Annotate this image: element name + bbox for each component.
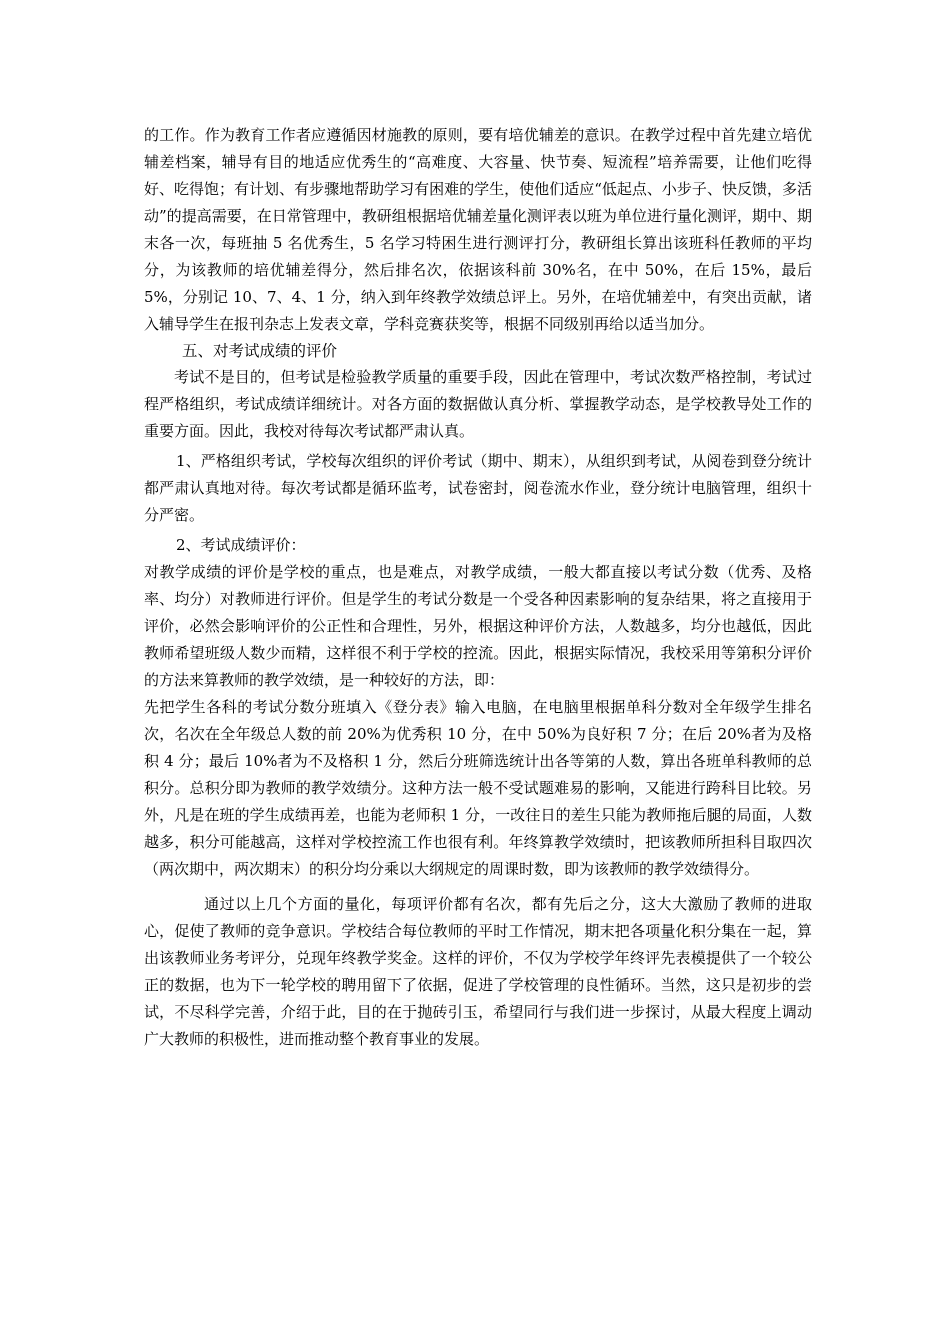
paragraph-scoring-process: 先把学生各科的考试分数分班填入《登分表》输入电脑，在电脑里根据单科分数对全年级学生排名次，名次在全年级总人数的前 20%为优秀积 10 分，在中 50%为良好积 7 分；在后 20%者为及格积 4 分；最后 10%者为不及格积 1 分，然后分班筛选统计出各等第的人数，算出各班单科教师的总积分。总积分即为教师的教学效绩分。这种方法一般不受试题难易的影响，又能进行跨科目比较。另外，凡是在班的学生成绩再差，也能为老师积 1 分，一改往日的差生只能为教师拖后腿的局面，人数越多，积分可能越高，这样对学校控流工作也很有利。年终算教学效绩时，把该教师所担科目取四次（两次期中，两次期末）的积分均分乘以大纲规定的周课时数，即为该教师的教学效绩得分。 (144, 698, 812, 878)
paragraph-exam-purpose: 考试不是目的，但考试是检验教学质量的重要手段，因此在管理中，考试次数严格控制，考试过程严格组织，考试成绩详细统计。对各方面的数据做认真分析、掌握教学动态，是学校教导处工作的重要方面。因此，我校对待每次考试都严肃认真。 (144, 368, 812, 440)
paragraph-training: 的工作。作为教育工作者应遵循因材施教的原则，要有培优辅差的意识。在教学过程中首先建立培优辅差档案，辅导有目的地适应优秀生的“高难度、大容量、快节奏、短流程”培养需要，让他们吃得好、吃得饱；有计划、有步骤地帮助学习有困难的学生，使他们适应“低起点、小步子、快反馈，多活动”的提高需要，在日常管理中，教研组根据培优辅差量化测评表以班为单位进行量化测评，期中、期末各一次，每班抽 5 名优秀生，5 名学习特困生进行测评打分，教研组长算出该班科任教师的平均分，为该教师的培优辅差得分，然后排名次，依据该科前 30%名，在中 50%，在后 15%，最后 5%，分别记 10、7、4、1 分，纳入到年终教学效绩总评上。另外，在培优辅差中，有突出贡献，诸入辅导学生在报刊杂志上发表文章，学科竞赛获奖等，根据不同级别再给以适当加分。 (144, 126, 812, 333)
section-heading: 五、对考试成绩的评价 (182, 342, 338, 360)
paragraph-evaluation-method: 对教学成绩的评价是学校的重点，也是难点，对教学成绩，一般大都直接以考试分数（优秀、及格率、均分）对教师进行评价。但是学生的考试分数是一个受各种因素影响的复杂结果，将之直接用于评价，必然会影响评价的公正性和合理性，另外，根据这种评价方法，人数越多，均分也越低，因此教师希望班级人数少而精，这样很不利于学校的控流。因此，根据实际情况，我校采用等第积分评价的方法来算教师的教学效绩，是一种较好的方法，即： (144, 563, 812, 689)
paragraph-exam-evaluation-heading: 2、考试成绩评价： (176, 536, 306, 554)
paragraph-exam-organization: 1、严格组织考试，学校每次组织的评价考试（期中、期末），从组织到考试，从阅卷到登分统计都严肃认真地对待。每次考试都是循环监考，试卷密封，阅卷流水作业，登分统计电脑管理，组织十分严密。 (144, 452, 812, 524)
paragraph-conclusion: 通过以上几个方面的量化，每项评价都有名次，都有先后之分，这大大激励了教师的进取心，促使了教师的竞争意识。学校结合每位教师的平时工作情况，期末把各项量化积分集在一起，算出该教师业务考评分，兑现年终教学奖金。这样的评价，不仅为学校学年终评先表模提供了一个较公正的数据，也为下一轮学校的聘用留下了依据，促进了学校管理的良性循环。当然，这只是初步的尝试，不尽科学完善，介绍于此，目的在于抛砖引玉，希望同行与我们进一步探讨，从最大程度上调动广大教师的积极性，进而推动整个教育事业的发展。 (144, 895, 812, 1048)
document-body (144, 122, 812, 1053)
